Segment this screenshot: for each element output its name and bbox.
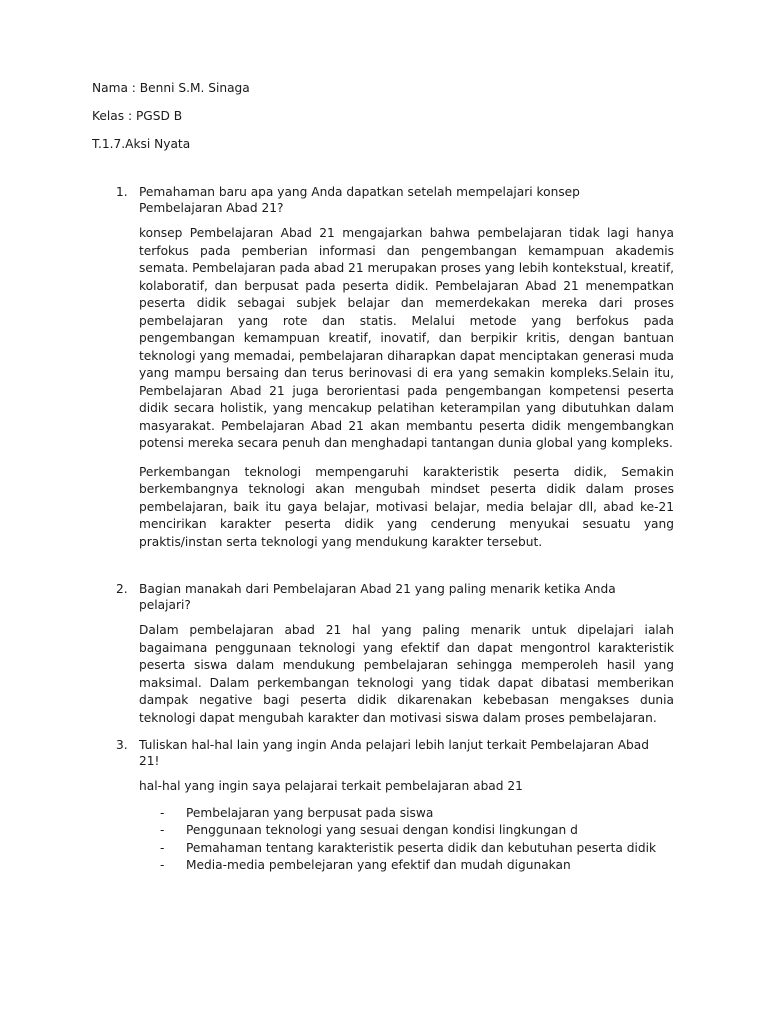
question-1 [92, 184, 674, 551]
question-number: 2. [116, 582, 128, 596]
question-text: Bagian manakah dari Pembelajaran Abad 21 yang paling menarik ketika Anda pelajari? [139, 582, 616, 612]
task-title: T.1.7.Aksi Nyata [92, 137, 191, 151]
dash-bullet: - [160, 840, 165, 855]
document-page [92, 80, 674, 885]
list-item [139, 822, 674, 840]
dash-bullet: - [160, 823, 165, 837]
student-name: Nama : Benni S.M. Sinaga [92, 81, 250, 95]
answer-paragraph: Dalam pembelajaran abad 21 hal yang paling menarik untuk dipelajari ialah bagaimana penggunaan teknologi yang efektif dan dapat mengontrol karakteristik peserta siswa dalam mendukung pembelajaran sehingga memperoleh hasil yang maksimal. Dalam perkembangan teknologi yang tidak dapat dibatasi memberikan dampak negative bagi peserta didik dikarenakan kebebasan mengakses dunia teknologi dapat mengubah karakter dan motivasi siswa dalam proses pembelajaran. [139, 623, 674, 725]
list-item [139, 840, 674, 858]
dash-bullet: - [160, 858, 165, 872]
question-text: Pemahaman baru apa yang Anda dapatkan setelah mempelajari konsep Pembelajaran Abad 21? [139, 185, 580, 215]
list-item [139, 805, 674, 823]
list-item-text: Penggunaan teknologi yang sesuai dengan kondisi lingkungan d [186, 823, 578, 837]
question-3 [92, 737, 674, 875]
answer-paragraph: konsep Pembelajaran Abad 21 mengajarkan bahwa pembelajaran tidak lagi hanya terfokus pada pemberian informasi dan pengembangan kemampuan akademis semata. Pembelajaran pada abad 21 merupakan proses yang lebih kontekstual, kreatif, kolaboratif, dan berpusat pada peserta didik. Pembelajaran Abad 21 menempatkan peserta didik sebagai subjek belajar dan memerdekakan mereka dari proses pembelajaran yang rote dan statis. Melalui metode yang berfokus pada pengembangan kemampuan kreatif, inovatif, dan berpikir kritis, dengan bantuan teknologi yang memadai, pembelajaran diharapkan dapat menciptakan generasi muda yang mampu bersaing dan terus berinovasi di era yang semakin kompleks.Selain itu, Pembelajaran Abad 21 juga berorientasi pada pengembangan kompetensi peserta didik secara holistik, yang mencakup pelatihan keterampilan yang dibutuhkan dalam masyarakat. Pembelajaran Abad 21 akan membantu peserta didik mengembangkan potensi mereka secara penuh dan menghadapi tantangan dunia global yang kompleks. [139, 226, 674, 450]
topics-list [139, 805, 674, 875]
question-text: Tuliskan hal-hal lain yang ingin Anda pelajari lebih lanjut terkait Pembelajaran Abad 21! [139, 738, 649, 768]
question-number: 1. [116, 185, 128, 199]
list-item-text: Pembelajaran yang berpusat pada siswa [186, 805, 434, 820]
list-item [139, 857, 674, 875]
question-2 [92, 581, 674, 727]
student-class: Kelas : PGSD B [92, 109, 183, 123]
answer-intro: hal-hal yang ingin saya pelajarai terkait pembelajaran abad 21 [139, 779, 523, 793]
question-number: 3. [116, 738, 128, 752]
list-item-text: Media-media pembelejaran yang efektif dan mudah digunakan [186, 858, 571, 872]
answer-paragraph: Perkembangan teknologi mempengaruhi karakteristik peserta didik, Semakin berkembangnya teknologi akan mengubah mindset peserta didik dalam proses pembelajaran, baik itu gaya belajar, motivasi belajar, media belajar dll, abad ke-21 mencirikan karakter peserta didik yang cenderung menyukai sesuatu yang praktis/instan serta teknologi yang mendukung karakter tersebut. [139, 464, 674, 549]
dash-bullet: - [160, 805, 165, 820]
list-item-text: Pemahaman tentang karakteristik peserta didik dan kebutuhan peserta didik [186, 840, 657, 855]
